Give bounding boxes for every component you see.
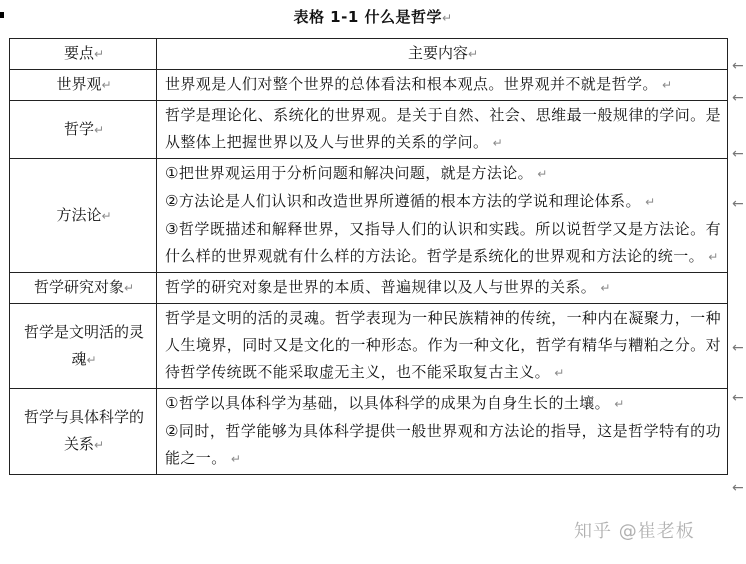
row-key: 方法论↵ [10,159,157,273]
row-content [157,389,728,475]
row-key: 哲学研究对象↵ [10,273,157,304]
content-paragraph: 哲学是文明的活的灵魂。哲学表现为一种民族精神的传统，一种内在凝聚力，一种人生境界，同时又是文化的一种形态。作为一种文化，哲学有精华与糟粕之分。对待哲学传统既不能采取虚无主义，也不能采取复古主义。 ↵ [165,309,721,381]
row-arrow-icon: ← [732,58,744,74]
content-paragraph: ③哲学既描述和解释世界，又指导人们的认识和实践。所以说哲学又是方法论。有什么样的世界观就有什么样的方法论。哲学是系统化的世界观和方法论的统一。 ↵ [165,220,721,265]
row-content [157,101,728,159]
row-content [157,273,728,304]
table-row [10,273,728,304]
philosophy-table [9,38,728,475]
row-content [157,159,728,273]
row-arrow-icon: ← [732,340,744,356]
row-arrow-icon: ← [732,90,744,106]
content-paragraph: 哲学是理论化、系统化的世界观。是关于自然、社会、思维最一般规律的学问。是从整体上把握世界以及人与世界的关系的学问。 ↵ [165,106,721,151]
table-row [10,70,728,101]
row-key: 哲学↵ [10,101,157,159]
table-row [10,304,728,389]
content-paragraph: 哲学的研究对象是世界的本质、普遍规律以及人与世界的关系。 ↵ [165,278,611,296]
table-row [10,101,728,159]
table-row [10,159,728,273]
content-paragraph: ①把世界观运用于分析问题和解决问题，就是方法论。 ↵ [165,164,548,182]
content-paragraph: ①哲学以具体科学为基础，以具体科学的成果为自身生长的土壤。 ↵ [165,394,625,412]
header-key: 要点↵ [10,39,157,70]
row-arrow-icon: ← [732,390,744,406]
content-paragraph: 世界观是人们对整个世界的总体看法和根本观点。世界观并不就是哲学。 ↵ [165,75,673,93]
row-content [157,70,728,101]
header-row [10,39,728,70]
row-arrow-icon: ← [732,196,744,212]
header-content: 主要内容↵ [157,39,728,70]
row-content [157,304,728,389]
row-arrow-icon: ← [732,480,744,496]
table-caption: 表格 1-1 什么是哲学↵ [293,8,453,26]
row-key: 哲学是文明活的灵魂↵ [10,304,157,389]
row-arrow-icon: ← [732,146,744,162]
watermark: 知乎 @崔老板 [574,521,695,542]
content-paragraph: ②方法论是人们认识和改造世界所遵循的根本方法的学说和理论体系。 ↵ [165,192,656,210]
table-row [10,389,728,475]
content-paragraph: ②同时，哲学能够为具体科学提供一般世界观和方法论的指导，这是哲学特有的功能之一。 ↵ [165,422,721,467]
row-key: 世界观↵ [10,70,157,101]
row-key: 哲学与具体科学的关系↵ [10,389,157,475]
